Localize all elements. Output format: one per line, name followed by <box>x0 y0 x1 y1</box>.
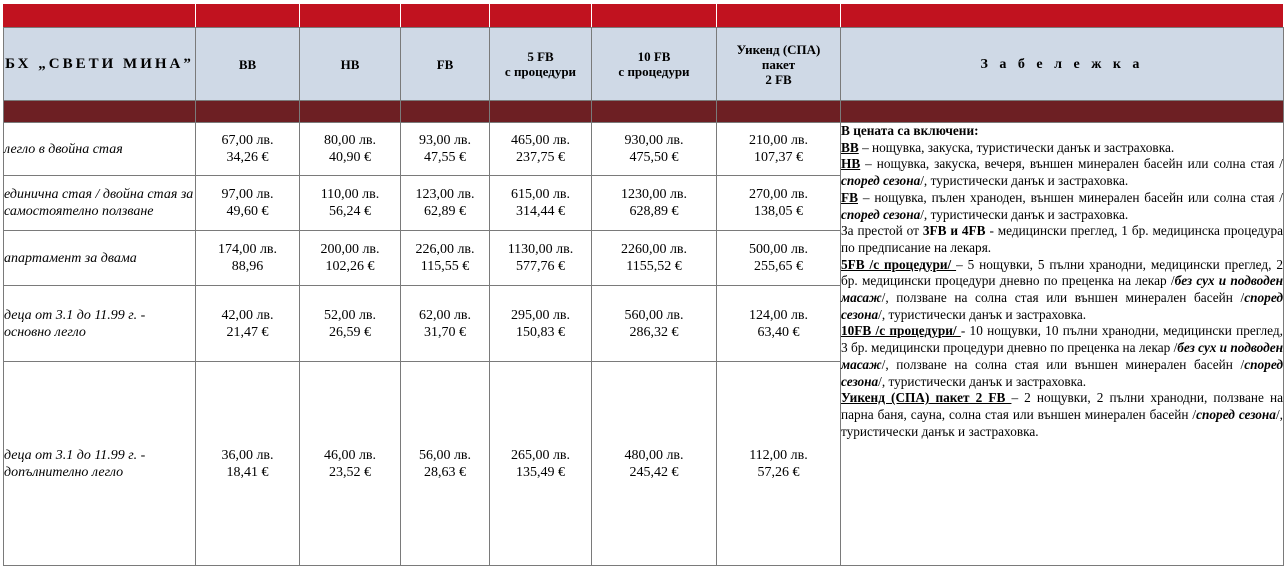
price-cell: 67,00 лв. 34,26 € <box>196 123 300 176</box>
column-header-10fb: 10 FB с процедури <box>592 28 717 101</box>
header-row <box>4 28 1284 101</box>
column-header-weekend: Уикенд (СПА) пакет 2 FB <box>717 28 841 101</box>
price-cell: 36,00 лв. 18,41 € <box>196 362 300 566</box>
price-cell: 480,00 лв. 245,42 € <box>592 362 717 566</box>
notes-header: З а б е л е ж к а <box>841 28 1284 101</box>
table-row <box>4 123 1284 176</box>
row-label: деца от 3.1 до 11.99 г. - основно легло <box>4 286 196 362</box>
price-cell: 110,00 лв. 56,24 € <box>300 176 401 231</box>
header-band <box>4 101 1284 123</box>
row-label: апартамент за двама <box>4 231 196 286</box>
notes-cell: В цената са включени: BB – нощувка, закуска, туристически данък и застраховка. HB – нощувка, закуска, вечеря, външен минерален басейн или солна стая /според сезона/, туристически данък и застраховка. FB – нощувка, пълен храноден, външен минерален басейн или солна стая /според сезона/, туристически данък и застраховка. За престой от 3FB и 4FB - медицински преглед, 1 бр. медицинска процедура по предписание на лекаря. 5FB /с процедури/ – 5 нощувки, 5 пълни хранодни, медицински преглед, 2 бр. медицински процедури дневно по преценка на лекар /без сух и подводен масаж/, ползване на солна стая или външен минерален басейн /според сезона/, туристически данък и застраховка. 10FB /с процедури/ - 10 нощувки, 10 пълни хранодни, медицински преглед, 3 бр. медицински процедури дневно по преценка на лекар /без сух и подводен масаж/, ползване на солна стая или външен минерален басейн /според сезона/, туристически данък и застраховка. Уикенд (СПА) пакет 2 FB – 2 нощувки, 2 пълни хранодни, ползване на парна баня, сауна, солна стая или външен минерален басейн /според сезона/, туристически данък и застраховка. <box>841 123 1284 566</box>
price-cell: 465,00 лв. 237,75 € <box>490 123 592 176</box>
price-table <box>3 27 1284 566</box>
column-header-5fb: 5 FB с процедури <box>490 28 592 101</box>
row-label: единична стая / двойна стая за самостоятелно ползване <box>4 176 196 231</box>
price-cell: 500,00 лв. 255,65 € <box>717 231 841 286</box>
price-cell: 560,00 лв. 286,32 € <box>592 286 717 362</box>
price-cell: 200,00 лв. 102,26 € <box>300 231 401 286</box>
row-label: легло в двойна стая <box>4 123 196 176</box>
price-cell: 62,00 лв. 31,70 € <box>401 286 490 362</box>
price-cell: 265,00 лв. 135,49 € <box>490 362 592 566</box>
price-cell: 1130,00 лв. 577,76 € <box>490 231 592 286</box>
price-cell: 2260,00 лв. 1155,52 € <box>592 231 717 286</box>
price-cell: 1230,00 лв. 628,89 € <box>592 176 717 231</box>
price-cell: 270,00 лв. 138,05 € <box>717 176 841 231</box>
price-cell: 52,00 лв. 26,59 € <box>300 286 401 362</box>
row-label: деца от 3.1 до 11.99 г. - допълнително легло <box>4 362 196 566</box>
price-cell: 93,00 лв. 47,55 € <box>401 123 490 176</box>
price-cell: 124,00 лв. 63,40 € <box>717 286 841 362</box>
price-cell: 80,00 лв. 40,90 € <box>300 123 401 176</box>
column-header-hb: HB <box>300 28 401 101</box>
price-cell: 46,00 лв. 23,52 € <box>300 362 401 566</box>
hotel-name-header: БХ „СВЕТИ МИНА” <box>4 28 196 101</box>
price-cell: 174,00 лв. 88,96 <box>196 231 300 286</box>
column-header-fb: FB <box>401 28 490 101</box>
price-cell: 56,00 лв. 28,63 € <box>401 362 490 566</box>
price-cell: 615,00 лв. 314,44 € <box>490 176 592 231</box>
price-cell: 112,00 лв. 57,26 € <box>717 362 841 566</box>
column-header-bb: BB <box>196 28 300 101</box>
price-cell: 97,00 лв. 49,60 € <box>196 176 300 231</box>
price-cell: 42,00 лв. 21,47 € <box>196 286 300 362</box>
price-cell: 930,00 лв. 475,50 € <box>592 123 717 176</box>
price-cell: 210,00 лв. 107,37 € <box>717 123 841 176</box>
price-cell: 295,00 лв. 150,83 € <box>490 286 592 362</box>
price-cell: 226,00 лв. 115,55 € <box>401 231 490 286</box>
top-red-bar <box>3 4 1283 27</box>
price-cell: 123,00 лв. 62,89 € <box>401 176 490 231</box>
